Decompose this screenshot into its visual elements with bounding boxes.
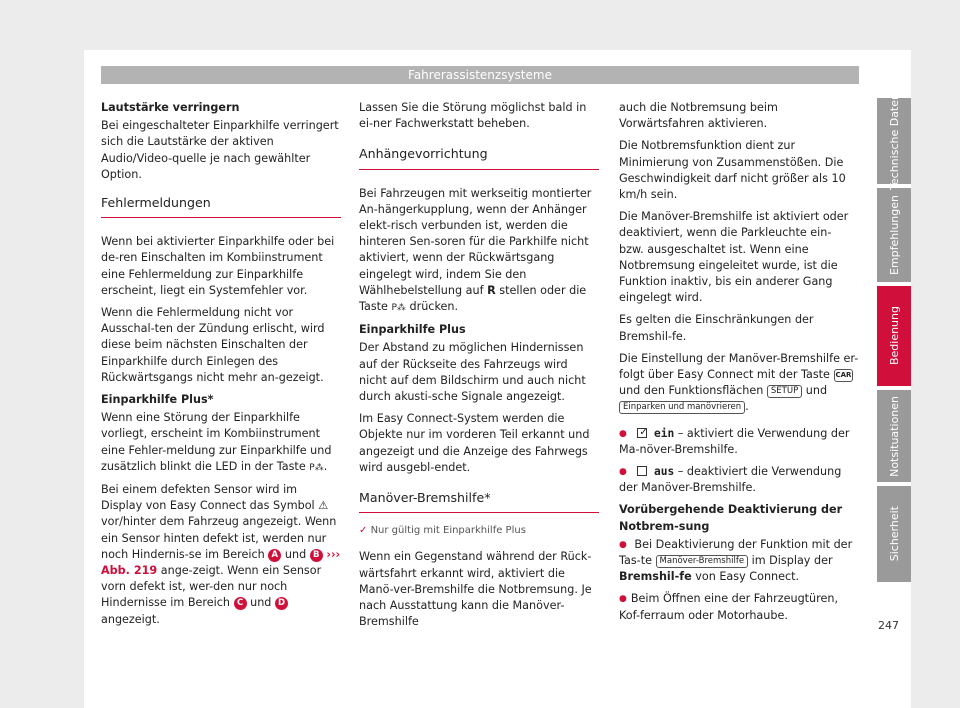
figure-link[interactable]: Abb. 219 [101, 564, 158, 578]
badge-a: A [268, 549, 281, 562]
c3-text-3: Die Manöver-Bremshilfe ist aktiviert oder deaktiviert, wenn die Parkleuchte ein- bzw. ausgeschaltet ist. Wenn eine Notbremsung eingeleitet wurde, ist die Funktion inaktiv, bis ein anderer Gang eingelegt wird. [619, 210, 849, 305]
tab-label: Sicherheit [887, 506, 901, 562]
fehler-heading-box [101, 195, 341, 218]
ref-arrows: ››› [326, 547, 341, 561]
mb-heading-box [359, 490, 599, 513]
plus-text-2: Der Abstand zu möglichen Hindernissen auf der Rückseite des Fahrzeugs wird nicht auf dem Bildschirm und auch nicht durch akusti-sche Signale angezeigt. [359, 341, 586, 404]
deakt-bullet-2: ● Beim Öffnen eine der Fahrzeugtüren, Kof-ferraum oder Motorhaube. [619, 591, 859, 623]
b1-text-a: Bei Deaktivierung der Funktion mit der Tas-te [619, 537, 853, 568]
checkbox-checked-icon: ● ✓ [639, 426, 648, 438]
deakt-bullet-1 [619, 537, 859, 586]
c3-text-5b: und den Funktionsflächen [619, 384, 764, 398]
sensor-text-d: angezeigt. [101, 612, 160, 626]
plus-text-body: Wenn eine Störung der Einparkhilfe vorliegt, erscheint im Kombiinstrument eine Fehler-meldung zur Einparkhilfe und zusätzlich blinkt die LED in der Taste [101, 411, 332, 473]
c3-text-2: Die Notbremsfunktion dient zur Minimierung von Zusammenstößen. Die Geschwindigkeit darf nicht größer als 10 km/h sein. [619, 139, 846, 202]
aus-item [619, 464, 859, 496]
sensor-and-1: und [284, 547, 307, 561]
checkbox-empty-icon [637, 466, 647, 476]
plus-heading-2: Einparkhilfe Plus [359, 323, 466, 337]
column-2 [359, 100, 599, 636]
stoerung-text: Lassen Sie die Störung möglichst bald in ei-ner Fachwerkstatt beheben. [359, 101, 587, 131]
tab-bedienung[interactable] [877, 286, 911, 386]
plus-text [101, 410, 341, 476]
badge-d: D [275, 597, 288, 610]
page-number: 247 [878, 619, 899, 632]
b1-text-b: im Display der [751, 554, 833, 568]
tab-label: Bedienung [887, 306, 901, 366]
deakt-heading: Vorübergehende Deaktivierung der Notbrem-sung [619, 503, 843, 533]
sensor-text-a: Bei einem defekten Sensor wird im Display von Easy Connect das Symbol [101, 483, 315, 513]
tab-empfehlungen[interactable] [877, 188, 911, 282]
tab-label: Technische Daten [887, 92, 901, 190]
anh-text-b: stellen oder die Taste [359, 283, 587, 314]
sensor-text-c: ange-zeigt. Wenn ein Sensor vorn defekt ist, wer-den nur noch Hindernisse im Bereich [101, 564, 322, 610]
fehler-heading: Fehlermeldungen [101, 195, 211, 211]
mb-text: Wenn ein Gegenstand während der Rück-wärtsfahrt erkannt wird, aktiviert die Manö-ver-Bremshilfe die Notbremsung. Je nach Ausstattung kann die Manöver-Bremshilfe [359, 550, 592, 629]
mb-note [359, 523, 599, 539]
badge-c: C [234, 597, 247, 610]
plus-text-end: . [323, 459, 328, 473]
aus-text: – deaktiviert die Verwendung der Manöver-Bremshilfe. [619, 465, 842, 495]
column-1 [101, 100, 341, 634]
fehler-text-2: Wenn die Fehlermeldung nicht vor Ausschal-ten der Zündung erlischt, wird diese beim nächsten Einschalten der Einparkhilfe durch Einlegen des Rückwärtsgangs nicht mehr an-gezeigt. [101, 306, 325, 384]
c3-text-5d: . [745, 400, 749, 414]
column-3 [619, 100, 859, 630]
plus-heading: Einparkhilfe Plus* [101, 393, 214, 407]
c3-text-5c: und [805, 384, 828, 398]
anh-text-a: Bei Fahrzeugen mit werkseitig montierter An-hängerkupplung, wenn der Anhänger elekt-risch verbunden ist, werden die hinteren Sen-soren für die Parkhilfe nicht aktiviert, wenn der Rückwärtsgang eingelegt wird, indem Sie den Wählhebelstellung auf [359, 186, 592, 297]
ein-label: ein [653, 426, 675, 440]
anh-heading: Anhängevorrichtung [359, 146, 488, 162]
sensor-text [101, 482, 341, 628]
car-key-icon: CAR [834, 369, 854, 382]
ein-text: – aktiviert die Verwendung der Ma-növer-Bremshilfe. [619, 426, 850, 456]
anh-text-c: drücken. [409, 300, 459, 314]
c3-text-5 [619, 351, 859, 416]
lautstaerke-heading: Lautstärke verringern [101, 101, 240, 114]
gear-r: R [487, 283, 496, 297]
c3-text-5a: Die Einstellung der Manöver-Bremshilfe er-folgt über Easy Connect mit der Taste [619, 351, 859, 382]
sensor-and-2: und [250, 596, 272, 610]
mb-note-text: Nur gültig mit Einparkhilfe Plus [370, 525, 526, 537]
section-header: Fahrerassistenzsysteme [101, 66, 859, 84]
anh-text [359, 186, 599, 317]
tab-notsituationen[interactable] [877, 390, 911, 482]
mb-heading: Manöver-Bremshilfe* [359, 490, 491, 506]
tab-label: Empfehlungen [887, 195, 901, 275]
check-icon: ✓ [359, 525, 368, 537]
aus-label: aus [653, 465, 675, 479]
tab-sicherheit[interactable] [877, 486, 911, 582]
b1-text-d: von Easy Connect. [695, 570, 800, 584]
manoever-key: Manöver-Bremshilfe [656, 555, 749, 568]
tab-technische-daten[interactable] [877, 92, 911, 190]
einparken-key: Einparken und manövrieren [619, 401, 745, 414]
ein-item [619, 426, 859, 458]
b1-text-c: Bremshil-fe [619, 570, 692, 584]
sensor-text-b: vor/hinter dem Fahrzeug angezeigt. Wenn ein Sensor hinten defekt ist, werden nur noch Hindernis-se im Bereich [101, 515, 337, 561]
anh-heading-box [359, 146, 599, 169]
setup-key: SETUP [767, 385, 802, 398]
c3-text-1: auch die Notbremsung beim Vorwärtsfahren aktivieren. [619, 101, 778, 131]
chapter-tabs [877, 92, 911, 586]
warning-triangle-icon: ⚠ [318, 499, 329, 513]
badge-b: B [310, 549, 323, 562]
tab-label: Notsituationen [887, 395, 901, 477]
lautstaerke-text: Bei eingeschalteter Einparkhilfe verringert sich die Lautstärke der aktiven Audio/Video-quelle je nach gewählter Option. [101, 119, 339, 181]
parking-key-icon: P⁂ [309, 462, 324, 473]
easy-text: Im Easy Connect-System werden die Objekte nur im vorderen Teil erkannt und angezeigt und die Anzeige des Fahrwegs wird ausgebl-endet. [359, 412, 590, 474]
parking-key-icon: P⁂ [391, 303, 406, 314]
fehler-text-1: Wenn bei aktivierter Einparkhilfe oder bei de-ren Einschalten im Kombiinstrument eine Fehlermeldung zur Einparkhilfe erscheint, liegt ein Systemfehler vor. [101, 235, 335, 297]
c3-text-4: Es gelten die Einschränkungen der Bremshil-fe. [619, 313, 814, 343]
